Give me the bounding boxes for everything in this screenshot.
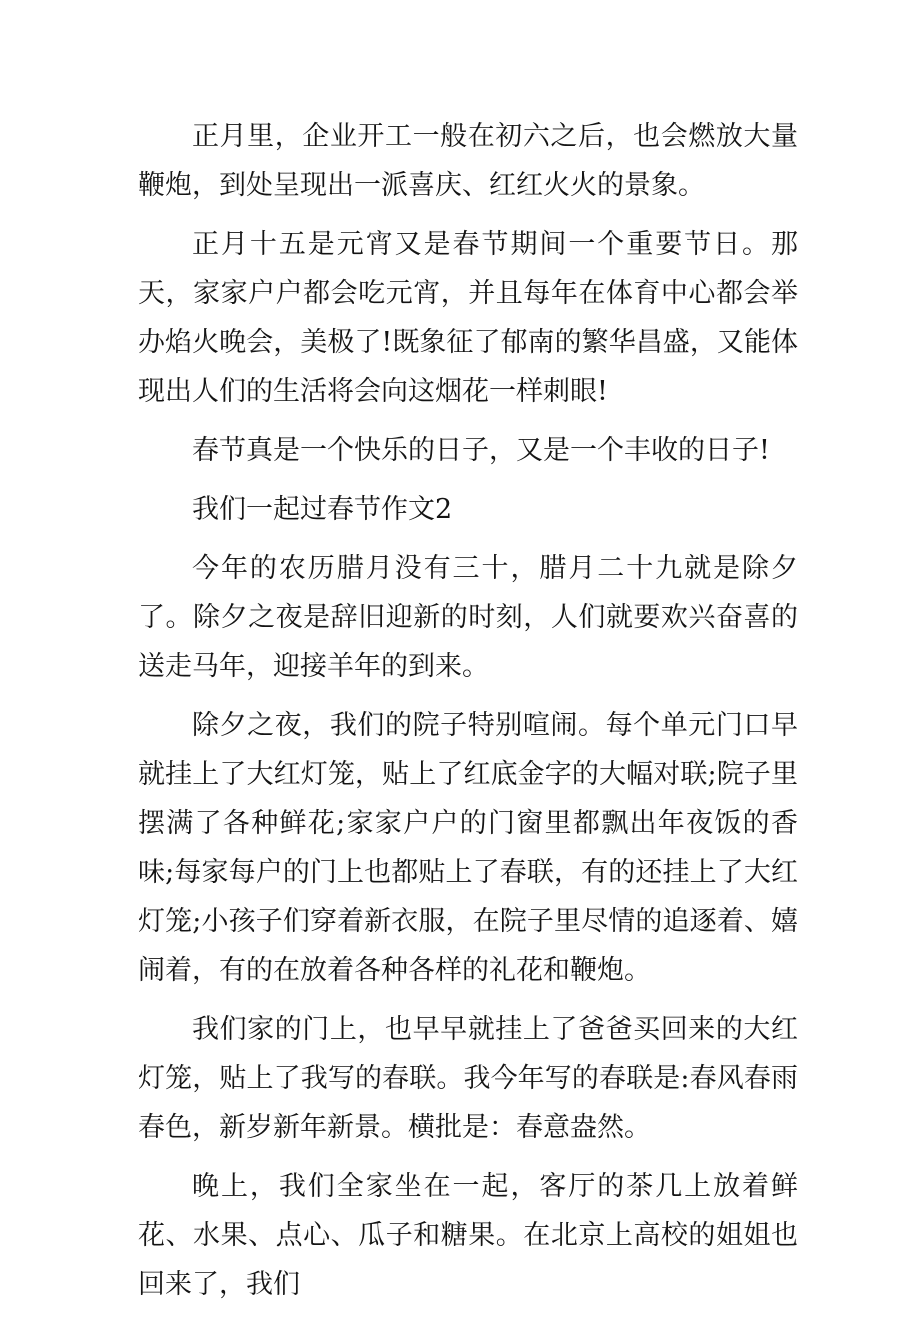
section-title: 我们一起过春节作文2 [192,494,453,525]
paragraph: 晚上，我们全家坐在一起，客厅的茶几上放着鲜花、水果、点心、瓜子和糖果。在北京上高校的姐姐也回来了，我们 [138,1171,798,1300]
paragraph: 除夕之夜，我们的院子特别喧闹。每个单元门口早就挂上了大红灯笼，贴上了红底金字的大幅对联;院子里摆满了各种鲜花;家家户户的门窗里都飘出年夜饭的香味;每家每户的门上也都贴上了春联，有的还挂上了大红灯笼;小孩子们穿着新衣服，在院子里尽情的追逐着、嬉闹着，有的在放着各种各样的礼花和鞭炮。 [138,710,798,986]
paragraph: 正月里，企业开工一般在初六之后，也会燃放大量鞭炮，到处呈现出一派喜庆、红红火火的景象。 [138,121,798,201]
paragraph: 春节真是一个快乐的日子，又是一个丰收的日子! [192,435,770,466]
paragraph: 正月十五是元宵又是春节期间一个重要节日。那天，家家户户都会吃元宵，并且每年在体育中心都会举办焰火晚会，美极了!既象征了郁南的繁华昌盛，又能体现出人们的生活将会向这烟花一样刺眼! [138,229,798,407]
document-body [138,112,798,1319]
paragraph: 今年的农历腊月没有三十，腊月二十九就是除夕了。除夕之夜是辞旧迎新的时刻，人们就要欢兴奋喜的送走马年，迎接羊年的到来。 [138,553,798,682]
paragraph: 我们家的门上，也早早就挂上了爸爸买回来的大红灯笼，贴上了我写的春联。我今年写的春联是:春风春雨春色，新岁新年新景。横批是：春意盎然。 [138,1014,798,1143]
